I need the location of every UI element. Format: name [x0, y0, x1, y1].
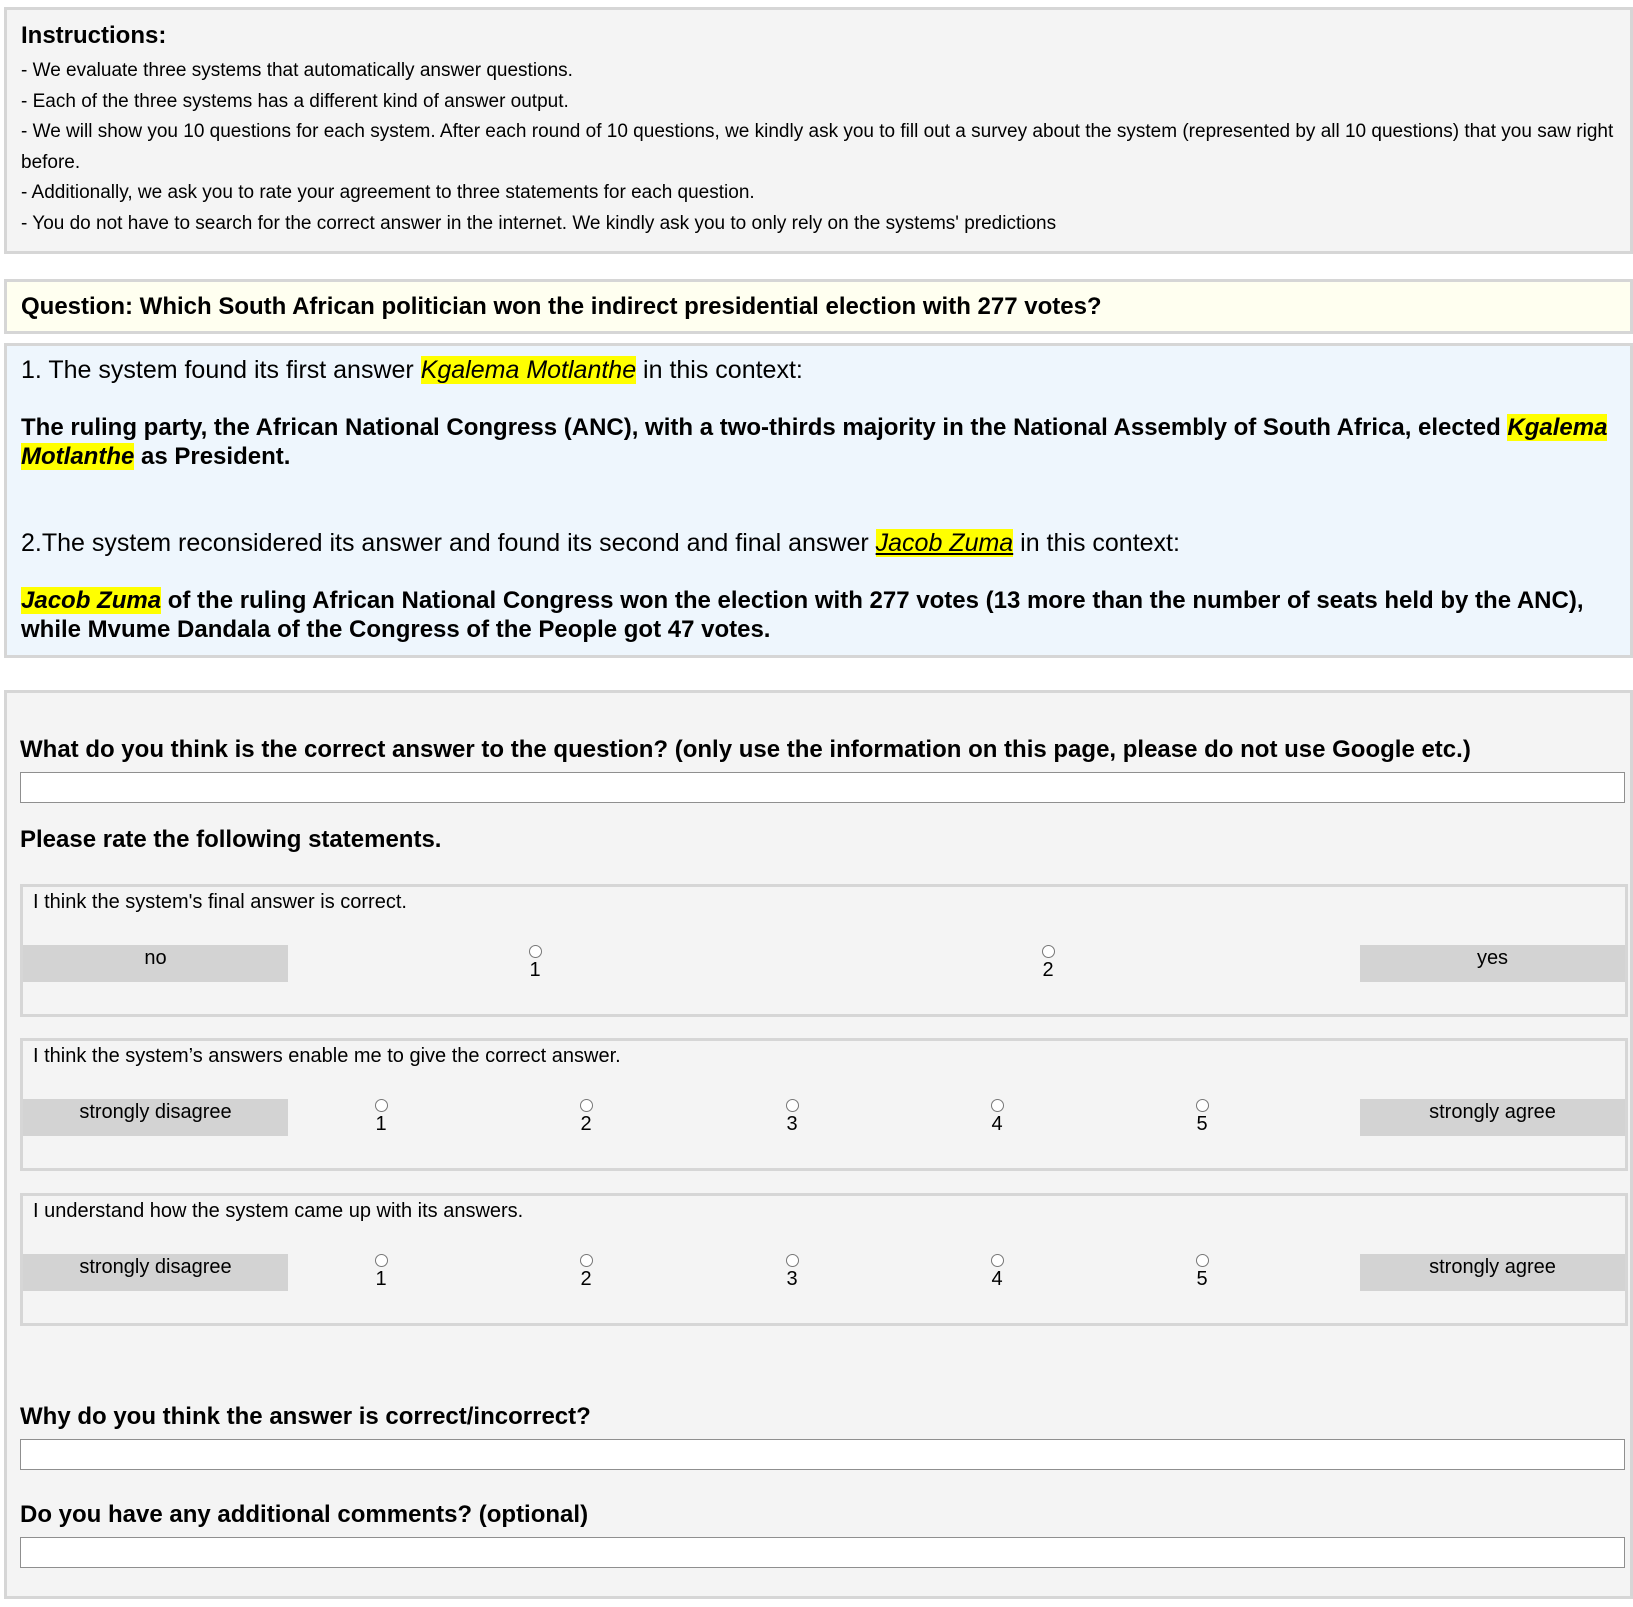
option-number: 3 [786, 1113, 798, 1135]
first-intro-after: in this context: [636, 356, 803, 384]
radio-circle-icon[interactable] [580, 1099, 593, 1112]
radio-circle-icon[interactable] [1196, 1099, 1209, 1112]
rating-option-4[interactable] [977, 1099, 1017, 1134]
scale-right-label: strongly agree [1360, 1254, 1625, 1291]
comments-input[interactable] [20, 1537, 1625, 1568]
instructions-title: Instructions: [21, 22, 167, 49]
scale-right-label: yes [1360, 945, 1625, 982]
rating-option-2[interactable] [566, 1099, 606, 1134]
second-answer-highlight: Jacob Zuma [875, 529, 1014, 557]
comments-label: Do you have any additional comments? (optional) [20, 1501, 589, 1528]
rating-option-4[interactable] [977, 1254, 1017, 1289]
instruction-line: - We will show you 10 questions for each system. After each round of 10 questions, we kindly ask you to fill out a survey about the system (represented by all 10 questions) that you saw right before. [21, 121, 1614, 173]
scale-left-label: no [23, 945, 288, 982]
why-label: Why do you think the answer is correct/incorrect? [20, 1403, 591, 1430]
radio-circle-icon[interactable] [991, 1099, 1004, 1112]
rating-option-5[interactable] [1182, 1254, 1222, 1289]
option-number: 4 [991, 1113, 1003, 1135]
second-answer-context [21, 586, 1610, 644]
first-answer-highlight: Kgalema Motlanthe [420, 356, 637, 384]
rate-heading: Please rate the following statements. [20, 826, 442, 853]
option-number: 1 [375, 1113, 387, 1135]
scale-right-label: strongly agree [1360, 1099, 1625, 1136]
option-number: 5 [1196, 1268, 1208, 1290]
second-context-highlight: Jacob Zuma [21, 587, 162, 614]
second-intro-before: 2.The system reconsidered its answer and found its second and final answer [21, 529, 876, 557]
rating-understand-system [20, 1193, 1628, 1326]
rating-final-answer-correct [20, 884, 1628, 1017]
radio-circle-icon[interactable] [529, 945, 542, 958]
rating-option-3[interactable] [772, 1254, 812, 1289]
rating-option-2[interactable] [1028, 945, 1068, 980]
instructions-panel [4, 7, 1633, 254]
rating-statement: I think the system’s answers enable me to give the correct answer. [33, 1045, 621, 1067]
option-number: 1 [529, 959, 541, 981]
survey-panel [4, 690, 1633, 1599]
option-number: 4 [991, 1268, 1003, 1290]
first-context-highlight: Kgalema Motlanthe [21, 414, 1608, 470]
rating-option-1[interactable] [361, 1254, 401, 1289]
rating-statement: I think the system's final answer is correct. [33, 891, 407, 913]
rating-statement: I understand how the system came up with its answers. [33, 1200, 524, 1222]
option-number: 2 [1042, 959, 1054, 981]
rating-option-2[interactable] [566, 1254, 606, 1289]
first-context-before: The ruling party, the African National Congress (ANC), with a two-thirds majority in the National Assembly of South Africa, elected [21, 414, 1508, 441]
why-input[interactable] [20, 1439, 1625, 1470]
option-number: 3 [786, 1268, 798, 1290]
radio-circle-icon[interactable] [375, 1099, 388, 1112]
rating-option-3[interactable] [772, 1099, 812, 1134]
question-text: Which South African politician won the indirect presidential election with 277 votes? [139, 293, 1102, 320]
radio-circle-icon[interactable] [786, 1254, 799, 1267]
instruction-line: - Each of the three systems has a different kind of answer output. [21, 90, 569, 112]
answers-panel [4, 343, 1633, 658]
scale-left-label: strongly disagree [23, 1254, 288, 1291]
rating-answers-enable-me [20, 1038, 1628, 1171]
correct-answer-label: What do you think is the correct answer to the question? (only use the information on this page, please do not use Google etc.) [20, 736, 1471, 763]
first-answer-context [21, 413, 1610, 471]
rating-option-1[interactable] [515, 945, 555, 980]
first-answer-intro [21, 356, 803, 385]
radio-circle-icon[interactable] [1196, 1254, 1209, 1267]
second-context-after: of the ruling African National Congress won the election with 277 votes (13 more than the number of seats held by the ANC), while Mvume Dandala of the Congress of the People got 47 votes. [21, 587, 1584, 643]
rating-option-5[interactable] [1182, 1099, 1222, 1134]
rating-option-1[interactable] [361, 1099, 401, 1134]
second-intro-after: in this context: [1013, 529, 1180, 557]
radio-circle-icon[interactable] [1042, 945, 1055, 958]
option-number: 1 [375, 1268, 387, 1290]
radio-circle-icon[interactable] [580, 1254, 593, 1267]
option-number: 5 [1196, 1113, 1208, 1135]
instruction-line: - You do not have to search for the correct answer in the internet. We kindly ask you to only rely on the systems' predictions [21, 212, 1057, 234]
question-prefix: Question: [21, 293, 140, 320]
question-panel [4, 279, 1633, 334]
scale-left-label: strongly disagree [23, 1099, 288, 1136]
option-number: 2 [580, 1268, 592, 1290]
instruction-line: - Additionally, we ask you to rate your agreement to three statements for each question. [21, 182, 755, 203]
instruction-line: - We evaluate three systems that automatically answer questions. [21, 60, 573, 81]
radio-circle-icon[interactable] [991, 1254, 1004, 1267]
option-number: 2 [580, 1113, 592, 1135]
radio-circle-icon[interactable] [786, 1099, 799, 1112]
second-answer-intro [21, 529, 1180, 558]
first-intro-before: 1. The system found its first answer [21, 356, 421, 384]
radio-circle-icon[interactable] [375, 1254, 388, 1267]
first-context-after: as President. [134, 443, 291, 470]
correct-answer-input[interactable] [20, 772, 1625, 803]
